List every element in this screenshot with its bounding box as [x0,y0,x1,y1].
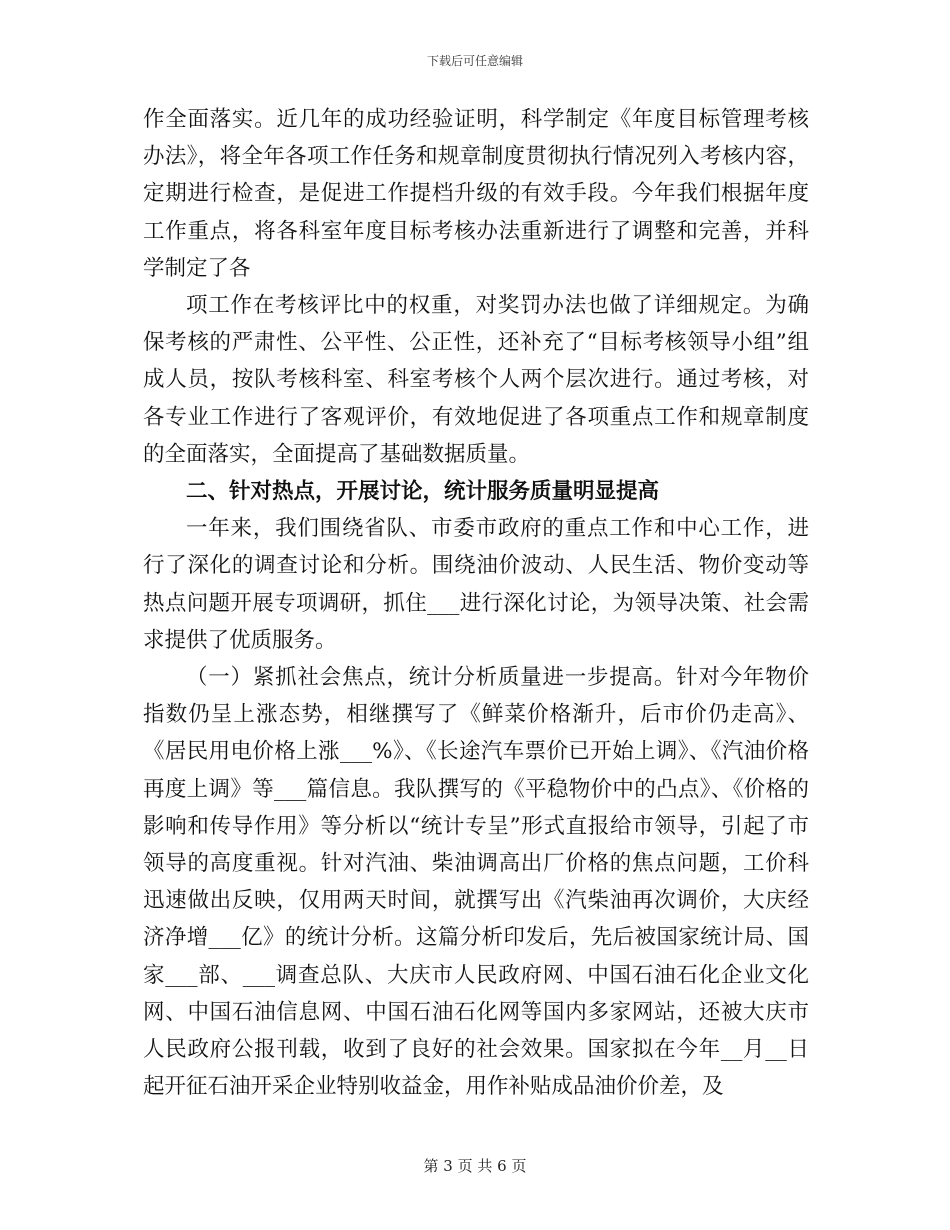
paragraph-subsection-one: （一）紧抓社会焦点，统计分析质量进一步提高。针对今年物价指数仍呈上涨态势，相继撰写了《鲜菜价格渐升，后市价仍走高》、《居民用电价格上涨___%》、《长途汽车票价已开始上调》、《汽油价格再度上调》等___篇信息。我队撰写的《平稳物价中的凸点》、《价格的影响和传导作用》等分析以“统计专呈”形式直报给市领导，引起了市领导的高度重视。针对汽油、柴油调高出厂价格的焦点问题，工价科迅速做出反映，仅用两天时间，就撰写出《汽柴油再次调价，大庆经济净增___亿》的统计分析。这篇分析印发后，先后被国家统计局、国家___部、___调查总队、大庆市人民政府网、中国石油石化企业文化网、中国石油信息网、中国石油石化网等国内多家网站，还被大庆市人民政府公报刊载，收到了良好的社会效果。国家拟在今年__月__日起开征石油开采企业特别收益金，用作补贴成品油价价差，及 [143,665,809,1100]
paragraph-assessment: 项工作在考核评比中的权重，对奖罚办法也做了详细规定。为确保考核的严肃性、公平性、公正性，还补充了“目标考核领导小组”组成人员，按队考核科室、科室考核个人两个层次进行。通过考核，对各专业工作进行了客观评价，有效地促进了各项重点工作和规章制度的全面落实，全面提高了基础数据质量。 [143,293,809,467]
section-heading: 二、针对热点，开展讨论，统计服务质量明显提高 [186,479,660,505]
paragraph-intro: 一年来，我们围绕省队、市委市政府的重点工作和中心工作，进行了深化的调查讨论和分析。围绕油价波动、人民生活、物价变动等热点问题开展专项调研，抓住___进行深化讨论，为领导决策、社会需求提供了优质服务。 [143,516,809,653]
page-number-footer: 第 3 页 共 6 页 [423,1157,527,1175]
page-header: 下载后可任意编辑 [426,54,523,68]
paragraph-continued: 作全面落实。近几年的成功经验证明，科学制定《年度目标管理考核办法》，将全年各项工作任务和规章制度贯彻执行情况列入考核内容，定期进行检查，是促进工作提档升级的有效手段。今年我们根据年度工作重点，将各科室年度目标考核办法重新进行了调整和完善，并科学制定了各 [143,107,809,281]
document-body [143,101,809,1105]
